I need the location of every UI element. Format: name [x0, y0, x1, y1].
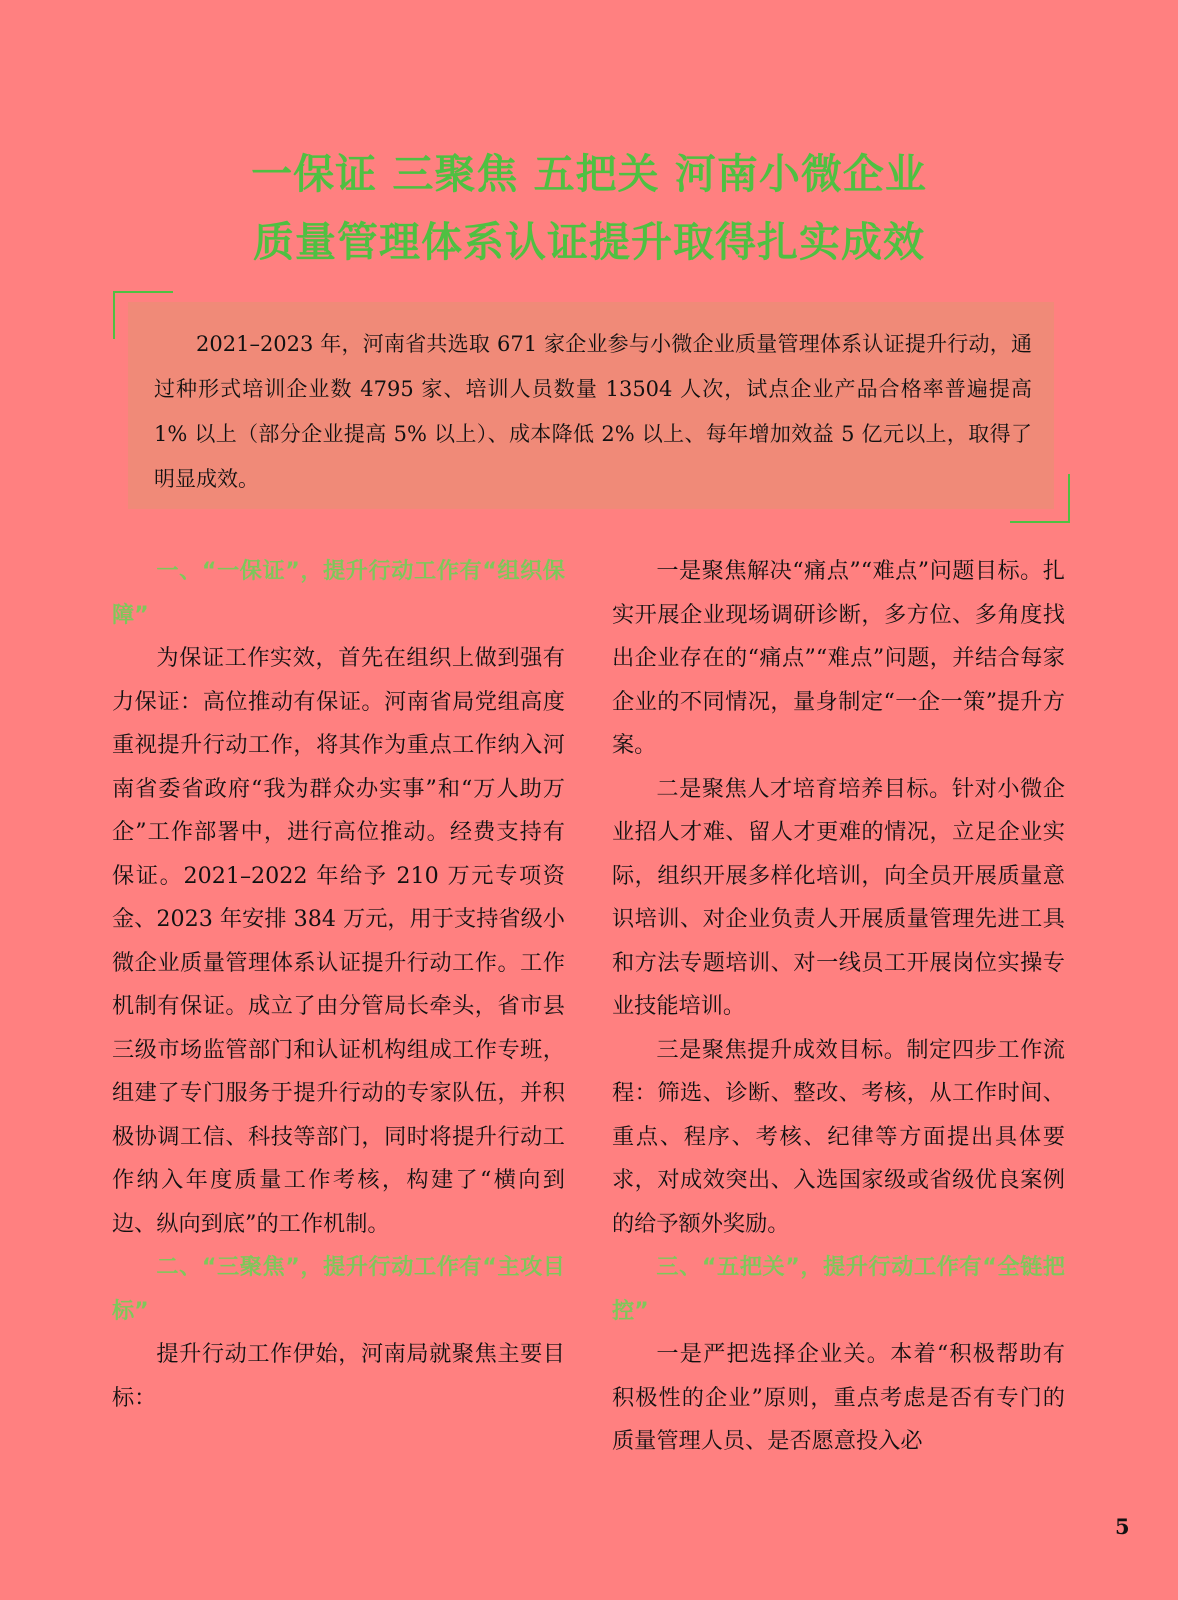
section-1-heading: 一、“一保证”，提升行动工作有“组织保障” — [112, 558, 565, 628]
right-column — [612, 550, 1065, 1464]
section-3-heading: 三、“五把关”，提升行动工作有“全链把控” — [612, 1254, 1065, 1324]
section-2-heading: 二、“三聚焦”，提升行动工作有“主攻目标” — [112, 1254, 565, 1324]
summary-box — [128, 302, 1054, 509]
summary-text: 2021–2023 年，河南省共选取 671 家企业参与小微企业质量管理体系认证提升行动，通过种形式培训企业数 4795 家、培训人员数量 13504 人次，试点企业产品合格率普遍提高 1% 以上（部分企业提高 5% 以上）、成本降低 2% 以上、每年增加效益 5 亿元以上，取得了明显成效。 — [154, 332, 1032, 491]
article-title-line-1: 一保证 三聚焦 五把关 河南小微企业 — [251, 150, 927, 198]
check-1-paragraph: 一是严把选择企业关。本着“积极帮助有积极性的企业”原则，重点考虑是否有专门的质量管理人员、是否愿意投入必 — [612, 1341, 1065, 1454]
focus-3-paragraph: 三是聚焦提升成效目标。制定四步工作流程：筛选、诊断、整改、考核，从工作时间、重点、程序、考核、纪律等方面提出具体要求，对成效突出、入选国家级或省级优良案例的给予额外奖励。 — [612, 1036, 1065, 1237]
summary-corner-top-left — [113, 291, 173, 293]
left-column — [112, 550, 565, 1420]
page-number: 5 — [1115, 1514, 1130, 1539]
section-2-intro: 提升行动工作伊始，河南局就聚焦主要目标： — [112, 1341, 565, 1411]
article-title-line-2: 质量管理体系认证提升取得扎实成效 — [253, 218, 925, 266]
article-title — [0, 140, 1178, 276]
summary-corner-bottom-right-vertical — [1068, 474, 1070, 523]
section-1-body: 为保证工作实效，首先在组织上做到强有力保证：高位推动有保证。河南省局党组高度重视提升行动工作，将其作为重点工作纳入河南省委省政府“我为群众办实事”和“万人助万企”工作部署中，进行高位推动。经费支持有保证。2021–2022 年给予 210 万元专项资金、2023 年安排 384 万元，用于支持省级小微企业质量管理体系认证提升行动工作。工作机制有保证。成立了由分管局长牵头，省市县三级市场监管部门和认证机构组成工作专班，组建了专门服务于提升行动的专家队伍，并积极协调工信、科技等部门，同时将提升行动工作纳入年度质量工作考核，构建了“横向到边、纵向到底”的工作机制。 — [112, 645, 565, 1237]
summary-corner-bottom-right — [1010, 521, 1070, 523]
focus-1-paragraph: 一是聚焦解决“痛点”“难点”问题目标。扎实开展企业现场调研诊断，多方位、多角度找出企业存在的“痛点”“难点”问题，并结合每家企业的不同情况，量身制定“一企一策”提升方案。 — [612, 558, 1065, 758]
focus-2-paragraph: 二是聚焦人才培育培养目标。针对小微企业招人才难、留人才更难的情况，立足企业实际，组织开展多样化培训，向全员开展质量意识培训、对企业负责人开展质量管理先进工具和方法专题培训、对一线员工开展岗位实操专业技能培训。 — [612, 775, 1065, 1019]
summary-corner-top-left-vertical — [113, 291, 115, 339]
